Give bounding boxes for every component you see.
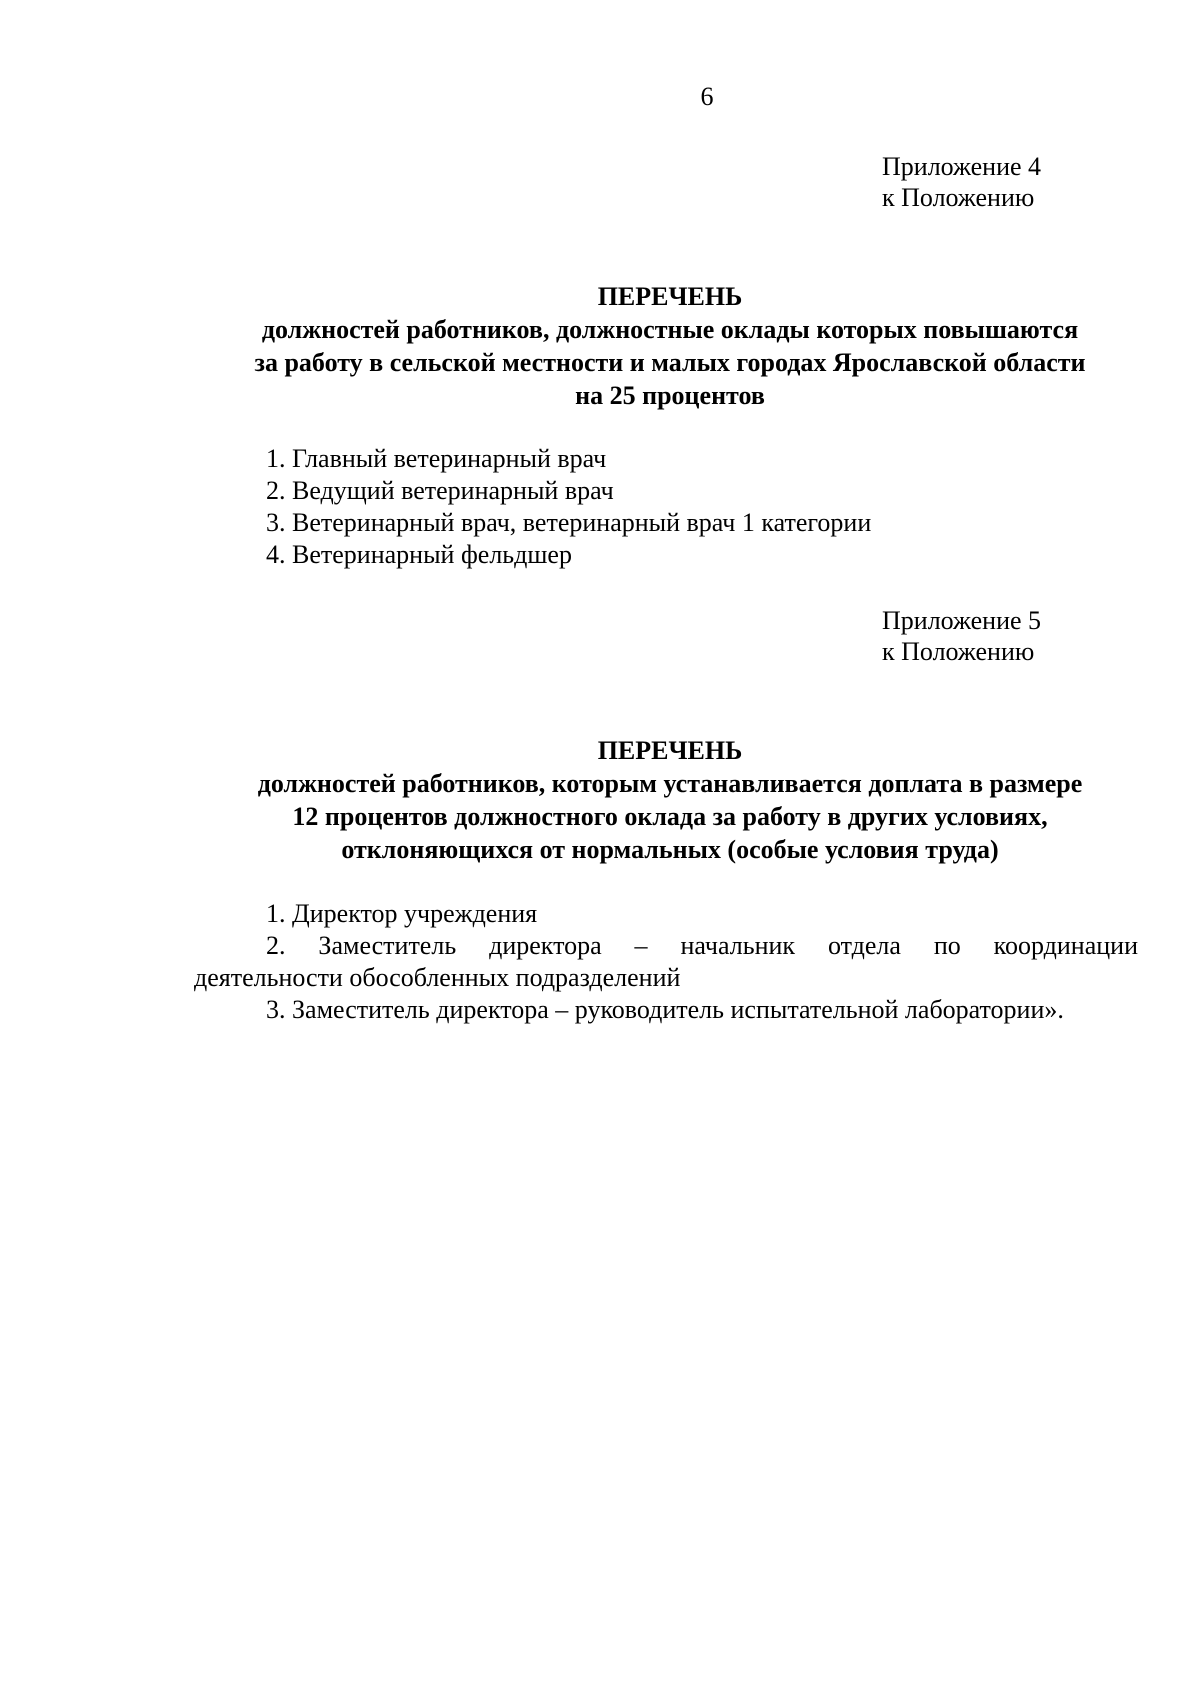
page-number: 6 [700, 82, 714, 111]
list-item: 3. Ветеринарный врач, ветеринарный врач 1 категории [266, 508, 872, 537]
list-item: 1. Главный ветеринарный врач [266, 444, 607, 473]
appendix-4-line2: к Положению [882, 183, 1035, 212]
section-2-subtitle-line: 12 процентов должностного оклада за работу в других условиях, [292, 802, 1048, 831]
section-2-list [194, 898, 1138, 1026]
section-1-subtitle-line: за работу в сельской местности и малых городах Ярославской области [254, 348, 1086, 377]
appendix-5-line2: к Положению [882, 637, 1035, 666]
list-item: 2. Заместитель директора – начальник отдела по координации [266, 931, 1138, 960]
section-1-heading [150, 280, 1190, 412]
section-2-subtitle-line: отклоняющихся от нормальных (особые условия труда) [341, 835, 999, 864]
section-2-subtitle-line: должностей работников, которым устанавливается доплата в размере [257, 769, 1083, 798]
section-1-subtitle-line: на 25 процентов [575, 381, 765, 410]
section-1-title: ПЕРЕЧЕНЬ [597, 282, 743, 311]
appendix-5-line1: Приложение 5 [882, 606, 1042, 635]
section-1-list [266, 443, 871, 571]
list-item: 2. Ведущий ветеринарный врач [266, 476, 614, 505]
appendix-5-label [882, 605, 1041, 667]
section-2-heading [150, 734, 1190, 866]
list-item: 3. Заместитель директора – руководитель испытательной лаборатории». [266, 995, 1064, 1024]
section-1-subtitle-line: должностей работников, должностные оклады которых повышаются [261, 315, 1079, 344]
appendix-4-line1: Приложение 4 [882, 152, 1042, 181]
appendix-4-label [882, 151, 1041, 213]
list-item: 4. Ветеринарный фельдшер [266, 540, 572, 569]
list-item: 1. Директор учреждения [266, 899, 538, 928]
list-item-continuation: деятельности обособленных подразделений [194, 963, 681, 992]
section-2-title: ПЕРЕЧЕНЬ [597, 736, 743, 765]
